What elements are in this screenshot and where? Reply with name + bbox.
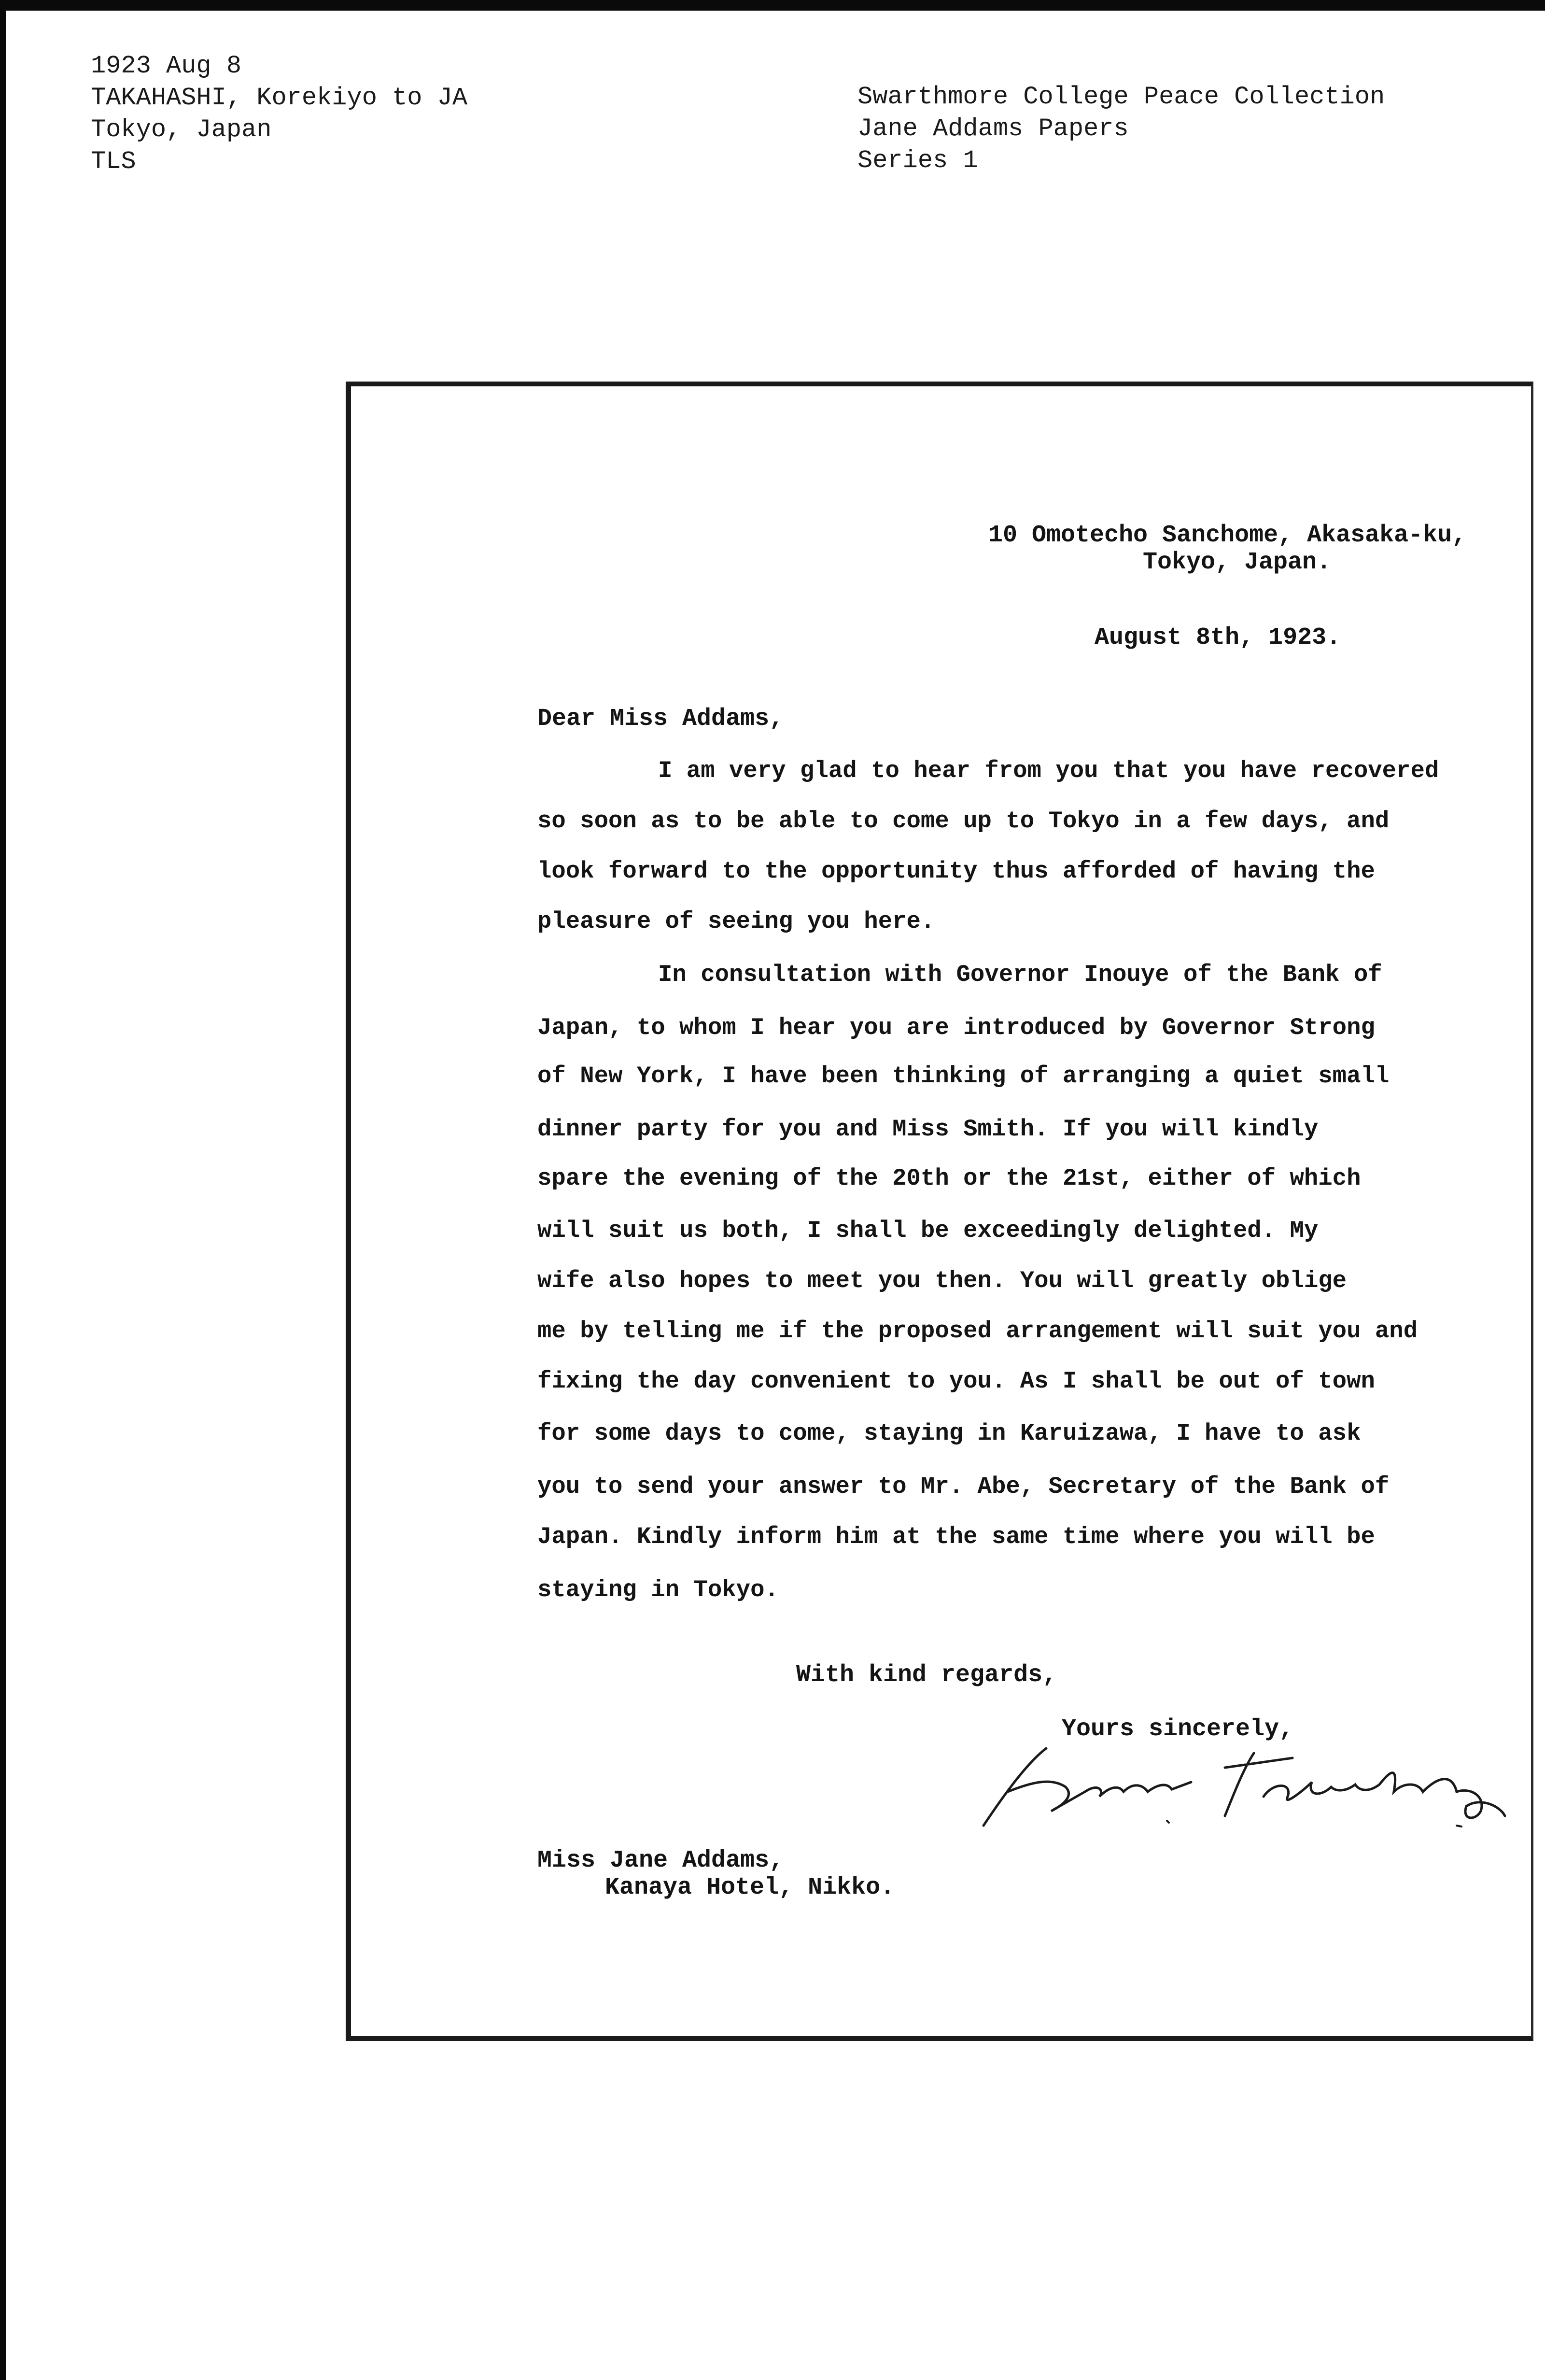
archive-correspondents: TAKAHASHI, Korekiyo to JA bbox=[91, 84, 468, 112]
body-line: wife also hopes to meet you then. You will greatly oblige bbox=[537, 1267, 1347, 1294]
archive-papers: Jane Addams Papers bbox=[857, 114, 1129, 143]
archive-series: Series 1 bbox=[857, 146, 978, 175]
sender-address-line-1: 10 Omotecho Sanchome, Akasaka-ku, bbox=[988, 522, 1467, 549]
body-line: look forward to the opportunity thus afforded of having the bbox=[537, 858, 1375, 885]
archive-collection-label bbox=[857, 81, 1385, 177]
closing-yours: Yours sincerely, bbox=[1062, 1715, 1294, 1743]
body-line: I am very glad to hear from you that you have recovered bbox=[658, 757, 1439, 784]
body-line: me by telling me if the proposed arrangement will suit you and bbox=[537, 1318, 1418, 1345]
recipient-address: Kanaya Hotel, Nikko. bbox=[605, 1874, 895, 1901]
body-line: Japan. Kindly inform him at the same time where you will be bbox=[537, 1523, 1375, 1550]
scan-left-border bbox=[0, 0, 6, 2380]
archive-doc-type: TLS bbox=[91, 147, 136, 176]
letter-sheet bbox=[346, 382, 1533, 2041]
body-line: so soon as to be able to come up to Tokyo in a few days, and bbox=[537, 808, 1390, 835]
body-line: staying in Tokyo. bbox=[537, 1576, 779, 1603]
body-line: for some days to come, staying in Karuizawa, I have to ask bbox=[537, 1420, 1361, 1447]
body-line: will suit us both, I shall be exceedingly delighted. My bbox=[537, 1217, 1319, 1244]
closing-regards: With kind regards, bbox=[796, 1661, 1057, 1689]
archive-catalog-label bbox=[91, 50, 467, 178]
letter-date: August 8th, 1923. bbox=[1095, 624, 1341, 652]
archive-place: Tokyo, Japan bbox=[91, 115, 272, 144]
scan-top-border bbox=[0, 0, 1545, 11]
body-line: pleasure of seeing you here. bbox=[537, 908, 935, 935]
handwritten-signature bbox=[974, 1739, 1515, 1835]
archive-collection: Swarthmore College Peace Collection bbox=[857, 83, 1385, 111]
body-line: dinner party for you and Miss Smith. If you will kindly bbox=[537, 1116, 1319, 1143]
body-line: of New York, I have been thinking of arranging a quiet small bbox=[537, 1062, 1390, 1090]
body-line: Japan, to whom I hear you are introduced by Governor Strong bbox=[537, 1014, 1375, 1041]
body-line: In consultation with Governor Inouye of the Bank of bbox=[658, 961, 1382, 988]
archive-date: 1923 Aug 8 bbox=[91, 52, 242, 80]
body-line: you to send your answer to Mr. Abe, Secretary of the Bank of bbox=[537, 1473, 1390, 1500]
recipient-name: Miss Jane Addams, bbox=[537, 1847, 784, 1874]
body-line: fixing the day convenient to you. As I shall be out of town bbox=[537, 1368, 1375, 1395]
body-line: spare the evening of the 20th or the 21st, either of which bbox=[537, 1165, 1361, 1192]
salutation: Dear Miss Addams, bbox=[537, 705, 784, 733]
sender-address-line-2: Tokyo, Japan. bbox=[1143, 549, 1332, 576]
